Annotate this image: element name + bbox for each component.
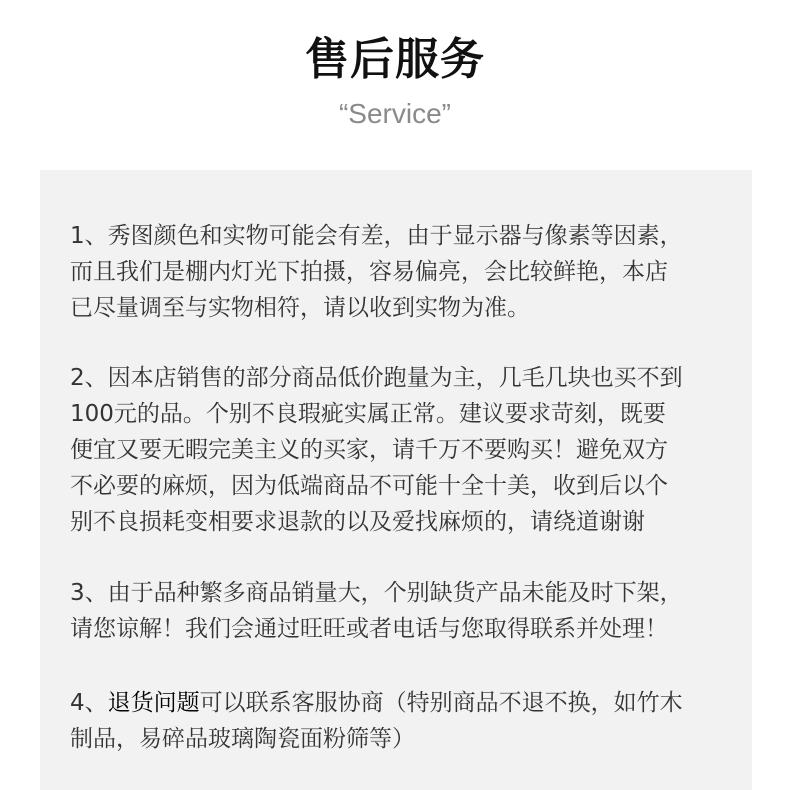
notice-item-1: 1、秀图颜色和实物可能会有差，由于显示器与像素等因素， 而且我们是棚内灯光下拍摄，容易偏亮，会比较鲜艳，本店 已尽量调至与实物相符，请以收到实物为准。 [70, 223, 683, 321]
notice-item-4 [70, 685, 730, 757]
notice-item-4-prefix: 4、 [70, 690, 108, 716]
page-subtitle: “Service” [338, 98, 451, 129]
after-sales-notice-panel [40, 170, 752, 790]
notice-item-3: 3、由于品种繁多商品销量大，个别缺货产品未能及时下架， 请您谅解！我们会通过旺旺或者电话与您取得联系并处理！ [70, 580, 683, 642]
return-issue-label: 退货问题 [107, 690, 200, 716]
page-title: 售后服务 [305, 34, 485, 85]
notice-item-2: 2、因本店销售的部分商品低价跑量为主，几毛几块也买不到 100元的品。个别不良瑕疵实属正常。建议要求苛刻，既要 便宜又要无暇完美主义的买家，请千万不要购买！避免双方 不必要的麻烦，因为低端商品不可能十全十美，收到后以个 别不良损耗变相要求退款的以及爱找麻烦的，请绕道谢谢 [70, 365, 683, 535]
notice-item-4-text: 可以联系客服协商（特别商品不退不换，如竹木 制品，易碎品玻璃陶瓷面粉筛等） [70, 690, 683, 752]
